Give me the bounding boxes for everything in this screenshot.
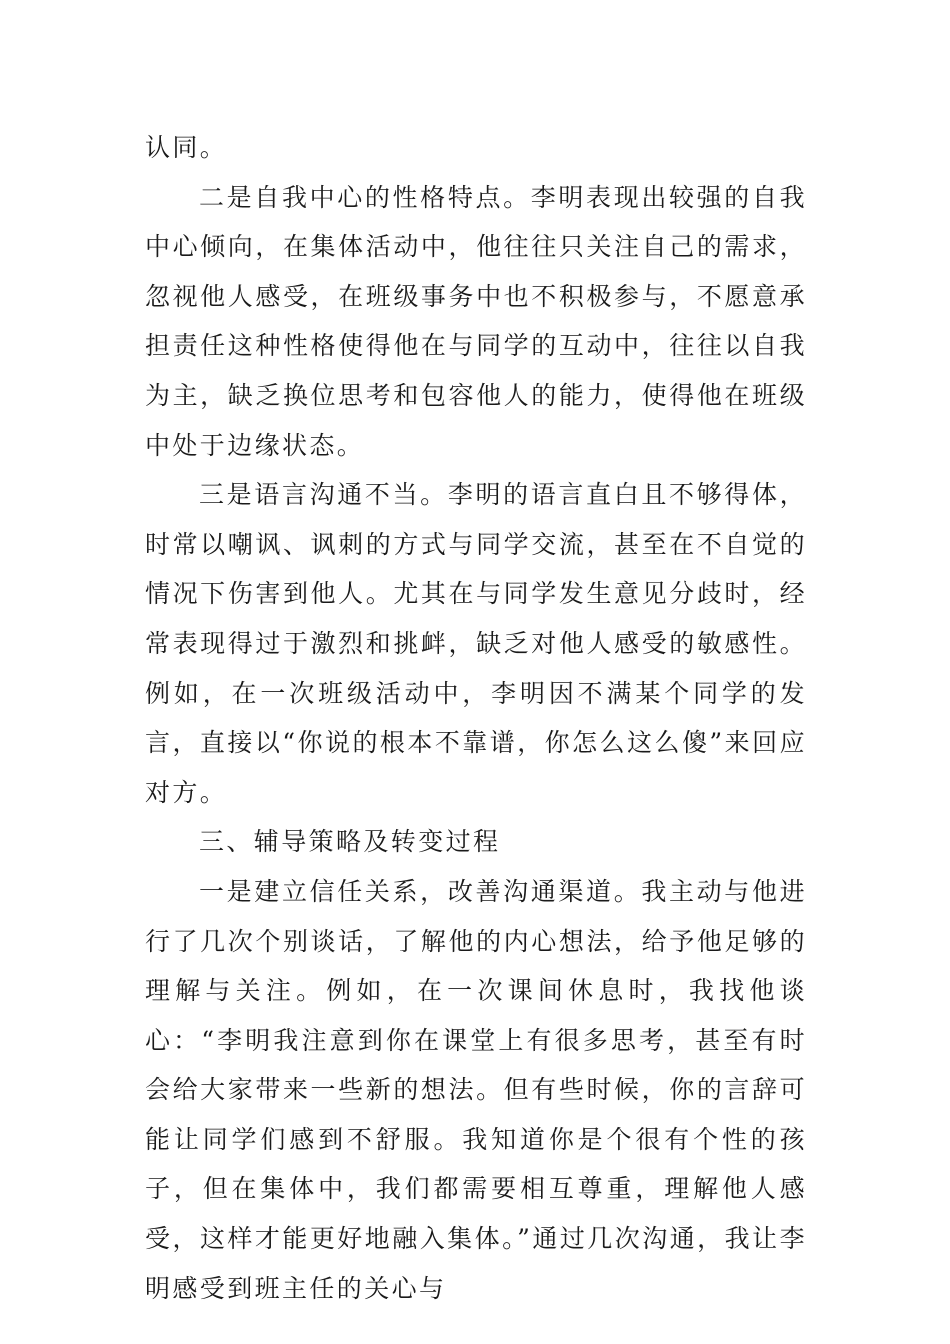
paragraph-2: 二是自我中心的性格特点。李明表现出较强的自我中心倾向，在集体活动中，他往往只关注自己的需求，忽视他人感受，在班级事务中也不积极参与，不愿意承担责任这种性格使得他在与同学的互动中，往往以自我为主，缺乏换位思考和包容他人的能力，使得他在班级中处于边缘状态。 (145, 182, 807, 460)
section-heading: 三、辅导策略及转变过程 (199, 827, 501, 857)
paragraph-3: 三是语言沟通不当。李明的语言直白且不够得体，时常以嘲讽、讽刺的方式与同学交流，甚至在不自觉的情况下伤害到他人。尤其在与同学发生意见分歧时，经常表现得过于激烈和挑衅，缺乏对他人感受的敏感性。例如，在一次班级活动中，李明因不满某个同学的发言，直接以“你说的根本不靠谱，你怎么这么傻”来回应对方。 (145, 480, 807, 807)
paragraph-1: 认同。 (145, 133, 228, 162)
document-body (145, 123, 807, 1313)
paragraph-4: 一是建立信任关系，改善沟通渠道。我主动与他进行了几次个别谈话，了解他的内心想法，给予他足够的理解与关注。例如，在一次课间休息时，我找他谈心：“李明我注意到你在课堂上有很多思考，甚至有时会给大家带来一些新的想法。但有些时候，你的言辞可能让同学们感到不舒服。我知道你是个很有个性的孩子，但在集体中，我们都需要相互尊重，理解他人感受，这样才能更好地融入集体。”通过几次沟通，我让李明感受到班主任的关心与 (145, 876, 807, 1303)
